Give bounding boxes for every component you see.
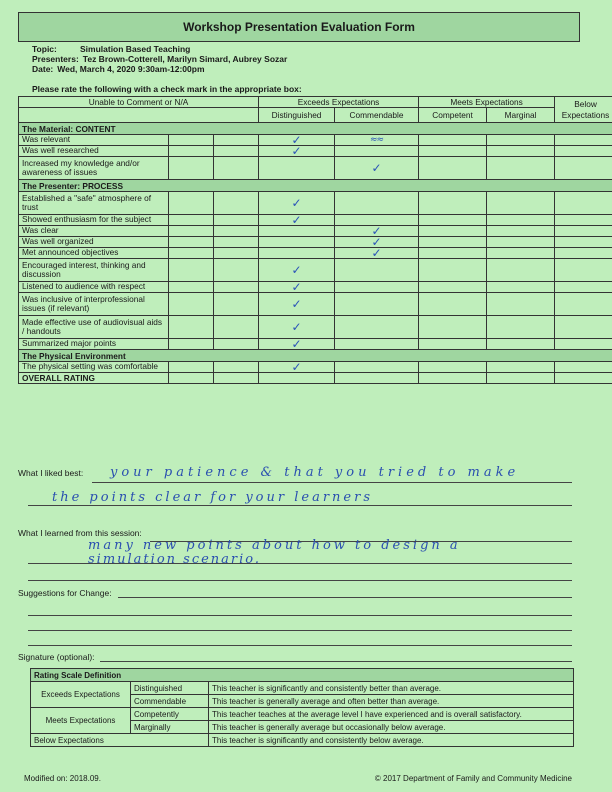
rating-cell-competent[interactable] <box>419 293 487 316</box>
rating-cell-distinguished[interactable] <box>259 237 335 248</box>
criterion-row <box>19 192 612 215</box>
na-cell[interactable] <box>214 157 259 180</box>
check-mark-icon: ✓ <box>291 134 302 146</box>
scale-marginal: Marginally <box>131 721 209 734</box>
scale-exceeds: Exceeds Expectations <box>31 682 131 708</box>
check-mark-icon: ✓ <box>291 145 302 157</box>
rating-cell-commendable[interactable] <box>335 282 419 293</box>
rating-cell-distinguished[interactable] <box>259 135 335 146</box>
criterion-label: Was well organized <box>19 237 169 248</box>
na-cell[interactable] <box>214 215 259 226</box>
date-label: Date: <box>32 64 54 74</box>
section-title: The Material: CONTENT <box>19 123 612 135</box>
rating-cell-below[interactable] <box>555 259 612 282</box>
check-mark-icon: ✓ <box>371 161 382 175</box>
na-cell[interactable] <box>169 316 214 339</box>
overall-rating-cell[interactable] <box>214 373 259 384</box>
header-distinguished: Distinguished <box>259 108 335 123</box>
criterion-row <box>19 215 612 226</box>
rating-cell-below[interactable] <box>555 146 612 157</box>
rating-cell-competent[interactable] <box>419 192 487 215</box>
check-mark-icon: ✓ <box>291 320 302 334</box>
check-mark-icon: ✓ <box>291 196 302 210</box>
date-value: Wed, March 4, 2020 9:30am-12:00pm <box>57 64 205 74</box>
rating-cell-below[interactable] <box>555 293 612 316</box>
rating-cell-commendable[interactable] <box>335 259 419 282</box>
scale-def-below: This teacher is significantly and consistently below average. <box>209 734 574 747</box>
rating-cell-competent[interactable] <box>419 339 487 350</box>
rating-table <box>18 96 612 384</box>
header-exceeds: Exceeds Expectations <box>259 97 419 108</box>
rating-cell-competent[interactable] <box>419 282 487 293</box>
na-cell[interactable] <box>169 237 214 248</box>
rating-cell-competent[interactable] <box>419 146 487 157</box>
criterion-label: Met announced objectives <box>19 248 169 259</box>
criterion-label: Was clear <box>19 226 169 237</box>
rating-cell-commendable[interactable] <box>335 248 419 259</box>
overall-rating-cell[interactable] <box>555 373 612 384</box>
scale-title: Rating Scale Definition <box>31 669 574 682</box>
scale-def-commendable: This teacher is generally average and often better than average. <box>209 695 574 708</box>
rating-cell-below[interactable] <box>555 215 612 226</box>
rating-cell-competent[interactable] <box>419 157 487 180</box>
criterion-row <box>19 146 612 157</box>
header-competent: Competent <box>419 108 487 123</box>
rating-cell-commendable[interactable] <box>335 135 419 146</box>
check-mark-icon: ≈≈ <box>369 135 384 145</box>
header-unable: Unable to Comment or N/A <box>19 97 259 108</box>
rating-cell-marginal[interactable] <box>487 339 555 350</box>
suggestions-label: Suggestions for Change: <box>18 588 112 598</box>
scale-commendable: Commendable <box>131 695 209 708</box>
rating-cell-below[interactable] <box>555 339 612 350</box>
liked-answer-line2[interactable]: the points clear for your learners <box>52 490 374 505</box>
criterion-row <box>19 293 612 316</box>
na-cell[interactable] <box>214 293 259 316</box>
scale-def-marginal: This teacher is generally average but occasionally below average. <box>209 721 574 734</box>
header-below: Below Expectations <box>555 97 612 123</box>
criterion-row <box>19 339 612 350</box>
criterion-label: Increased my knowledge and/or awareness of issues <box>19 157 169 180</box>
rating-cell-marginal[interactable] <box>487 135 555 146</box>
criterion-row <box>19 259 612 282</box>
rating-cell-distinguished[interactable] <box>259 282 335 293</box>
scale-def-distinguished: This teacher is significantly and consistently better than average. <box>209 682 574 695</box>
rating-cell-distinguished[interactable] <box>259 215 335 226</box>
rating-cell-marginal[interactable] <box>487 237 555 248</box>
signature-label: Signature (optional): <box>18 652 95 662</box>
criterion-row <box>19 248 612 259</box>
overall-rating-cell[interactable] <box>419 373 487 384</box>
rating-cell-distinguished[interactable] <box>259 157 335 180</box>
rating-cell-distinguished[interactable] <box>259 226 335 237</box>
na-cell[interactable] <box>169 248 214 259</box>
na-cell[interactable] <box>169 362 214 373</box>
criterion-label: Summarized major points <box>19 339 169 350</box>
rating-cell-marginal[interactable] <box>487 215 555 226</box>
na-cell[interactable] <box>214 192 259 215</box>
criterion-label: The physical setting was comfortable <box>19 362 169 373</box>
criterion-row <box>19 316 612 339</box>
rating-cell-distinguished[interactable] <box>259 339 335 350</box>
presenters-value: Tez Brown-Cotterell, Marilyn Simard, Aubrey Sozar <box>82 54 288 64</box>
scale-distinguished: Distinguished <box>131 682 209 695</box>
na-cell[interactable] <box>169 259 214 282</box>
header-meets: Meets Expectations <box>419 97 555 108</box>
topic-value: Simulation Based Teaching <box>80 44 191 54</box>
section-title: The Physical Environment <box>19 350 612 362</box>
check-mark-icon: ✓ <box>291 281 302 293</box>
na-cell[interactable] <box>214 146 259 157</box>
check-mark-icon: ✓ <box>371 236 382 248</box>
rating-cell-below[interactable] <box>555 282 612 293</box>
rating-cell-marginal[interactable] <box>487 226 555 237</box>
learned-answer-line2[interactable]: simulation scenario. <box>88 552 262 567</box>
rating-cell-distinguished[interactable] <box>259 192 335 215</box>
liked-answer-line1[interactable]: your patience & that you tried to make <box>110 465 520 480</box>
rating-cell-marginal[interactable] <box>487 362 555 373</box>
rating-cell-distinguished[interactable] <box>259 146 335 157</box>
criterion-label: Was relevant <box>19 135 169 146</box>
presenters-label: Presenters: <box>32 54 79 64</box>
rating-cell-below[interactable] <box>555 237 612 248</box>
check-mark-icon: ✓ <box>291 214 302 226</box>
rating-cell-distinguished[interactable] <box>259 362 335 373</box>
na-cell[interactable] <box>169 135 214 146</box>
footer-copyright: © 2017 Department of Family and Community Medicine <box>374 774 572 783</box>
rating-cell-competent[interactable] <box>419 362 487 373</box>
na-cell[interactable] <box>169 157 214 180</box>
rating-cell-below[interactable] <box>555 192 612 215</box>
na-cell[interactable] <box>169 146 214 157</box>
rating-cell-marginal[interactable] <box>487 248 555 259</box>
rating-cell-commendable[interactable] <box>335 157 419 180</box>
rating-cell-below[interactable] <box>555 316 612 339</box>
check-mark-icon: ✓ <box>371 247 382 259</box>
na-cell[interactable] <box>214 226 259 237</box>
criterion-label: Listened to audience with respect <box>19 282 169 293</box>
rating-cell-marginal[interactable] <box>487 316 555 339</box>
na-cell[interactable] <box>214 282 259 293</box>
na-cell[interactable] <box>214 362 259 373</box>
check-mark-icon: ✓ <box>371 225 382 237</box>
na-cell[interactable] <box>169 226 214 237</box>
liked-label: What I liked best: <box>18 468 84 478</box>
rating-cell-commendable[interactable] <box>335 293 419 316</box>
rating-cell-marginal[interactable] <box>487 192 555 215</box>
rating-cell-below[interactable] <box>555 362 612 373</box>
criterion-row <box>19 135 612 146</box>
check-mark-icon: ✓ <box>291 297 302 311</box>
rating-cell-competent[interactable] <box>419 237 487 248</box>
rating-cell-commendable[interactable] <box>335 316 419 339</box>
rating-cell-competent[interactable] <box>419 248 487 259</box>
rating-cell-commendable[interactable] <box>335 215 419 226</box>
check-mark-icon: ✓ <box>291 338 302 350</box>
rating-cell-commendable[interactable] <box>335 362 419 373</box>
rating-cell-below[interactable] <box>555 157 612 180</box>
criterion-label: Was inclusive of interprofessional issues (if relevant) <box>19 293 169 316</box>
learned-answer-line1[interactable]: many new points about how to design a <box>88 538 461 553</box>
rating-cell-competent[interactable] <box>419 215 487 226</box>
rating-scale-table <box>30 668 574 747</box>
rating-cell-commendable[interactable] <box>335 339 419 350</box>
rating-cell-distinguished[interactable] <box>259 316 335 339</box>
rating-cell-commendable[interactable] <box>335 226 419 237</box>
learned-label: What I learned from this session: <box>18 528 142 538</box>
rating-cell-distinguished[interactable] <box>259 248 335 259</box>
na-cell[interactable] <box>169 282 214 293</box>
criterion-row <box>19 237 612 248</box>
criterion-label: Showed enthusiasm for the subject <box>19 215 169 226</box>
footer-modified: Modified on: 2018.09. <box>24 774 101 783</box>
criterion-label: Encouraged interest, thinking and discussion <box>19 259 169 282</box>
rating-cell-marginal[interactable] <box>487 157 555 180</box>
rating-cell-distinguished[interactable] <box>259 259 335 282</box>
rating-cell-marginal[interactable] <box>487 259 555 282</box>
rating-cell-competent[interactable] <box>419 226 487 237</box>
criterion-row <box>19 226 612 237</box>
rating-cell-competent[interactable] <box>419 316 487 339</box>
na-cell[interactable] <box>214 248 259 259</box>
rating-cell-marginal[interactable] <box>487 282 555 293</box>
rating-cell-competent[interactable] <box>419 135 487 146</box>
check-mark-icon: ✓ <box>291 361 302 373</box>
na-cell[interactable] <box>169 339 214 350</box>
overall-rating-label: OVERALL RATING <box>19 373 169 384</box>
criterion-label: Was well researched <box>19 146 169 157</box>
header-marginal: Marginal <box>487 108 555 123</box>
rating-cell-commendable[interactable] <box>335 237 419 248</box>
criterion-label: Established a "safe" atmosphere of trust <box>19 192 169 215</box>
criterion-label: Made effective use of audiovisual aids / handouts <box>19 316 169 339</box>
criterion-row <box>19 282 612 293</box>
rating-cell-marginal[interactable] <box>487 146 555 157</box>
criterion-row <box>19 362 612 373</box>
na-cell[interactable] <box>214 259 259 282</box>
rating-cell-commendable[interactable] <box>335 146 419 157</box>
overall-rating-cell[interactable] <box>169 373 214 384</box>
na-cell[interactable] <box>169 192 214 215</box>
instructions: Please rate the following with a check mark in the appropriate box: <box>32 84 302 94</box>
scale-meets: Meets Expectations <box>31 708 131 734</box>
overall-rating-cell[interactable] <box>335 373 419 384</box>
scale-below: Below Expectations <box>31 734 209 747</box>
rating-cell-below[interactable] <box>555 135 612 146</box>
overall-rating-cell[interactable] <box>487 373 555 384</box>
rating-cell-below[interactable] <box>555 226 612 237</box>
na-cell[interactable] <box>169 293 214 316</box>
rating-cell-competent[interactable] <box>419 259 487 282</box>
header-commendable: Commendable <box>335 108 419 123</box>
na-cell[interactable] <box>214 316 259 339</box>
rating-cell-distinguished[interactable] <box>259 293 335 316</box>
check-mark-icon: ✓ <box>291 263 302 277</box>
rating-cell-commendable[interactable] <box>335 192 419 215</box>
criterion-row <box>19 157 612 180</box>
na-cell[interactable] <box>169 215 214 226</box>
overall-rating-cell[interactable] <box>259 373 335 384</box>
na-cell[interactable] <box>214 237 259 248</box>
scale-def-competent: This teacher teaches at the average level I have experienced and is overall satisfactory. <box>209 708 574 721</box>
rating-cell-below[interactable] <box>555 248 612 259</box>
rating-cell-marginal[interactable] <box>487 293 555 316</box>
form-title: Workshop Presentation Evaluation Form <box>18 12 580 42</box>
na-cell[interactable] <box>214 339 259 350</box>
form-meta <box>32 44 287 74</box>
section-title: The Presenter: PROCESS <box>19 180 612 192</box>
na-cell[interactable] <box>214 135 259 146</box>
scale-competent: Competently <box>131 708 209 721</box>
topic-label: Topic: <box>32 44 57 54</box>
